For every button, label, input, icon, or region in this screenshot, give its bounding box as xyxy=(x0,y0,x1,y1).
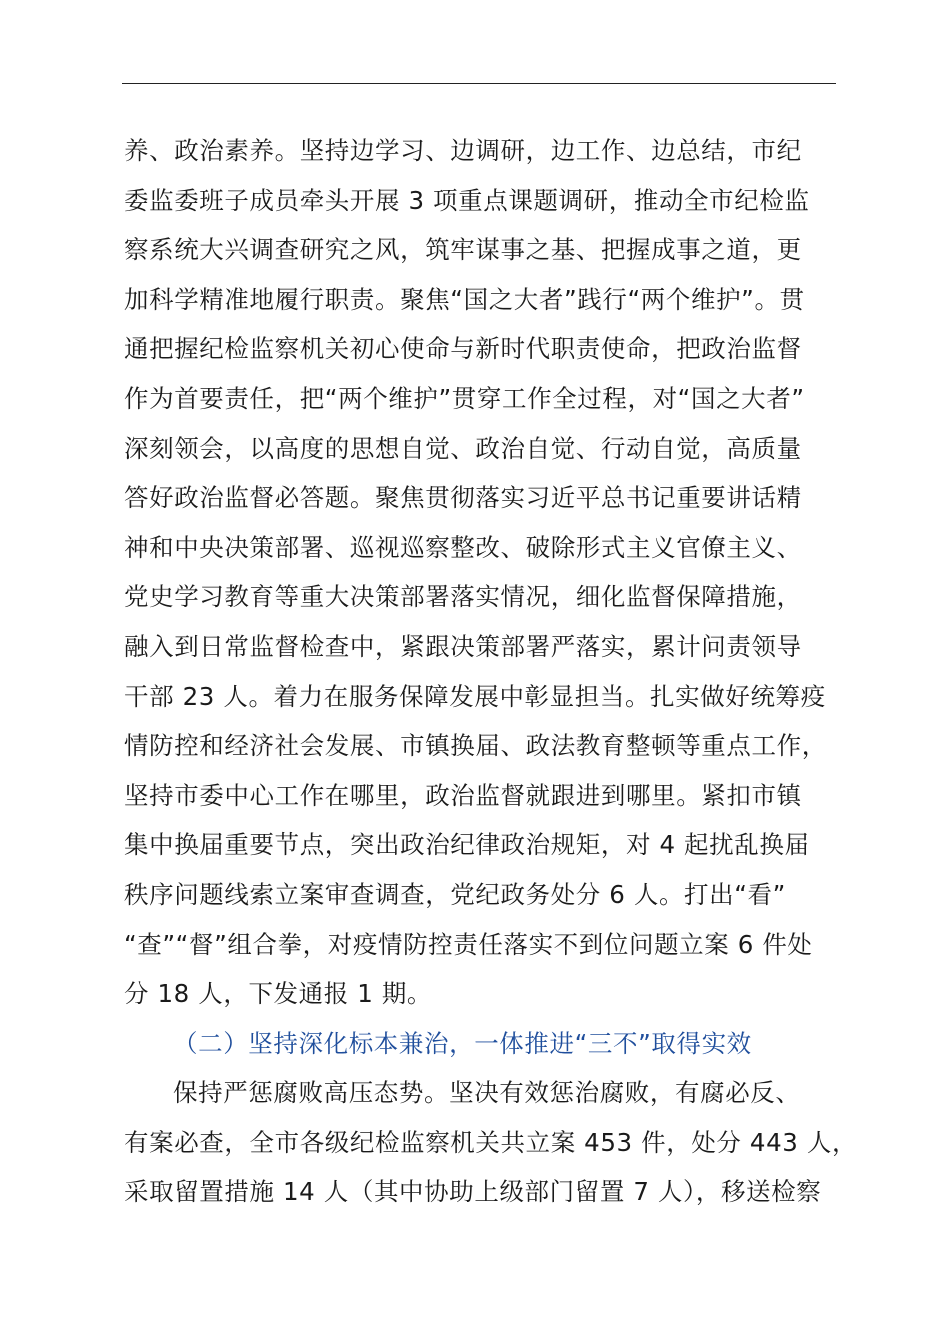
text-line: 融入到日常监督检查中，紧跟决策部署严落实，累计问责领导 xyxy=(124,631,802,661)
text-line: 坚持市委中心工作在哪里，政治监督就跟进到哪里。紧扣市镇 xyxy=(124,780,802,810)
text-line: 加科学精准地履行职责。聚焦“国之大者”践行“两个维护”。贯 xyxy=(124,284,805,314)
text-line: 有案必查，全市各级纪检监察机关共立案 453 件，处分 443 人， xyxy=(124,1127,858,1157)
text-line: 情防控和经济社会发展、市镇换届、政法教育整顿等重点工作， xyxy=(124,731,827,761)
text-line: 养、政治素养。坚持边学习、边调研，边工作、边总结，市纪 xyxy=(124,136,802,165)
text-line: 采取留置措施 14 人（其中协助上级部门留置 7 人），移送检察 xyxy=(124,1177,822,1207)
section-heading: （二）坚持深化标本兼治，一体推进“三不”取得实效 xyxy=(173,1028,752,1058)
text-line: 通把握纪检监察机关初心使命与新时代职责使命，把政治监督 xyxy=(124,334,802,364)
text-line: 作为首要责任，把“两个维护”贯穿工作全过程，对“国之大者” xyxy=(124,383,805,413)
text-line: 神和中央决策部署、巡视巡察整改、破除形式主义官僚主义、 xyxy=(124,532,802,562)
text-line: 委监委班子成员牵头开展 3 项重点课题调研，推动全市纪检监 xyxy=(124,185,810,215)
document-body xyxy=(124,126,858,1217)
text-line: 深刻领会，以高度的思想自觉、政治自觉、行动自觉，高质量 xyxy=(124,433,802,463)
text-line: 秩序问题线索立案审查调查，党纪政务处分 6 人。打出“看” xyxy=(124,879,786,909)
paragraph-first-line: 保持严惩腐败高压态势。坚决有效惩治腐败，有腐必反、 xyxy=(173,1078,801,1108)
text-line: 分 18 人，下发通报 1 期。 xyxy=(124,979,433,1009)
header-rule xyxy=(122,83,836,84)
text-line: 答好政治监督必答题。聚焦贯彻落实习近平总书记重要讲话精 xyxy=(124,483,802,513)
text-line: 党史学习教育等重大决策部署落实情况，细化监督保障措施， xyxy=(124,582,802,612)
text-line: 集中换届重要节点，突出政治纪律政治规矩，对 4 起扰乱换届 xyxy=(124,830,810,860)
text-line: “查”“督”组合拳，对疫情防控责任落实不到位问题立案 6 件处 xyxy=(124,929,813,959)
text-line: 察系统大兴调查研究之风，筑牢谋事之基、把握成事之道，更 xyxy=(124,235,802,265)
text-line: 干部 23 人。着力在服务保障发展中彰显担当。扎实做好统筹疫 xyxy=(124,681,826,711)
